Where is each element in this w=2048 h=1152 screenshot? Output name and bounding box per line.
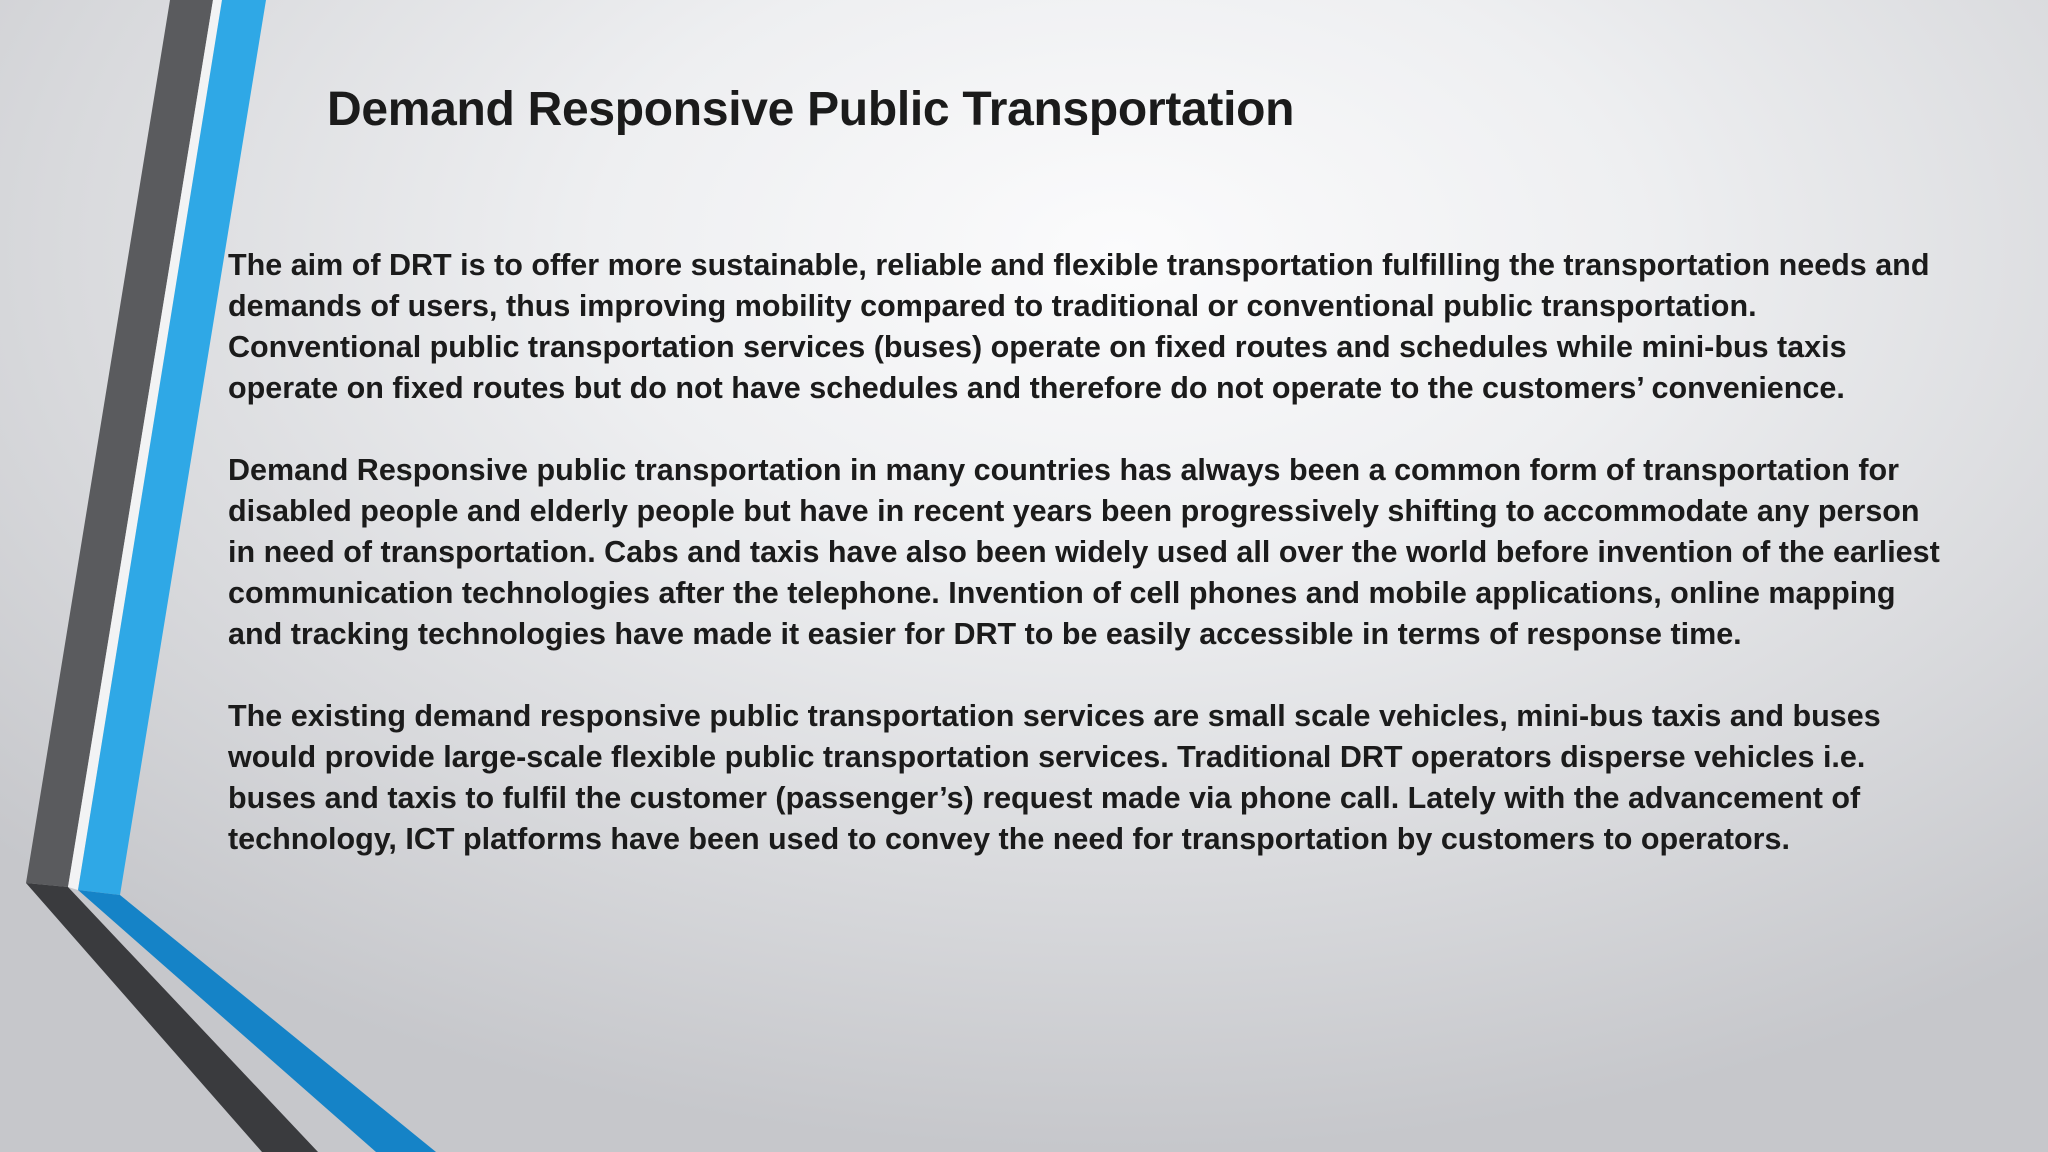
paragraph-drt-history: Demand Responsive public transportation in many countries has always been a common form of transportation for disabled people and elderly people but have in recent years been progressively shifting to accommodate any person in need of transportation. Cabs and taxis have also been widely used all over the world before invention of the earliest communication technologies after the telephone. Invention of cell phones and mobile applications, online mapping and tracking technologies have made it easier for DRT to be easily accessible in terms of response time. bbox=[228, 453, 1940, 651]
paragraph-drt-existing-services: The existing demand responsive public transportation services are small scale vehicles, mini-bus taxis and buses would provide large-scale flexible public transportation services. Traditional DRT operators disperse vehicles i.e. buses and taxis to fulfil the customer (passenger’s) request made via phone call. Lately with the advancement of technology, ICT platforms have been used to convey the need for transportation by customers to operators. bbox=[228, 699, 1881, 856]
paragraph-drt-aim: The aim of DRT is to offer more sustainable, reliable and flexible transportation fulfilling the transportation needs and demands of users, thus improving mobility compared to traditional or conventional public transportation. Conventional public transportation services (buses) operate on fixed routes and schedules while mini-bus taxis operate on fixed routes but do not have schedules and therefore do not operate to the customers’ convenience. bbox=[228, 248, 1930, 405]
slide-title: Demand Responsive Public Transportation bbox=[327, 83, 1295, 136]
slide-body bbox=[228, 245, 1948, 901]
gray-stripe-lower bbox=[26, 883, 318, 1152]
white-separator bbox=[68, 0, 222, 890]
